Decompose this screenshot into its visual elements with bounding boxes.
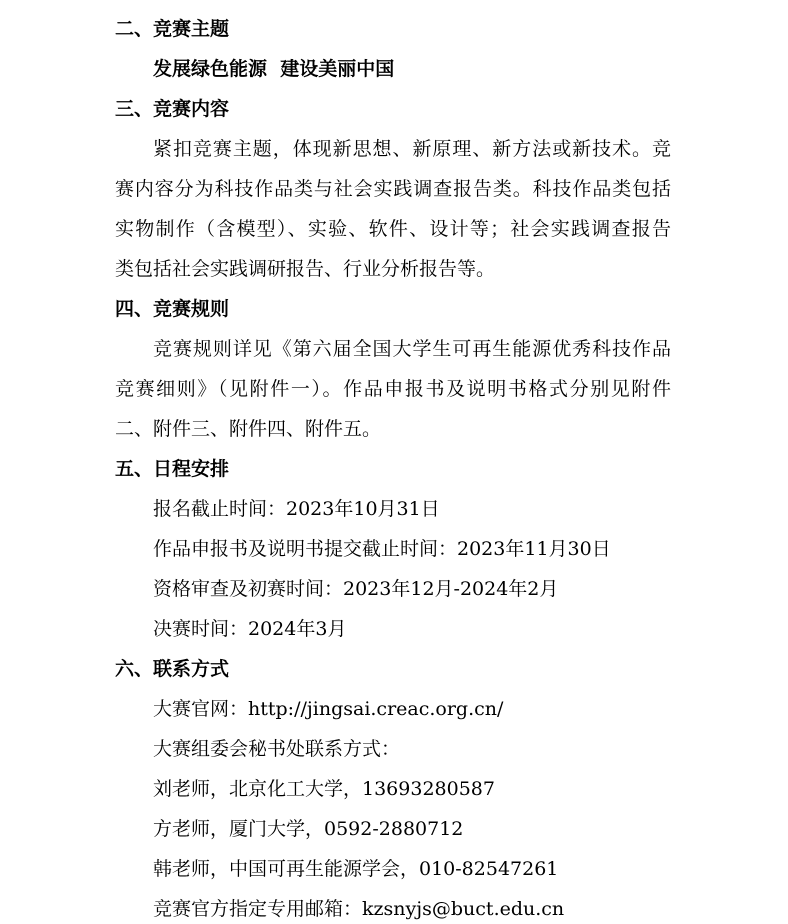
schedule-item-submission-deadline: 作品申报书及说明书提交截止时间：2023年11月30日	[153, 538, 611, 560]
rules-paragraph-line: 竞赛细则》（见附件一）。作品申报书及说明书格式分别见附件	[115, 378, 671, 400]
schedule-item-preliminary: 资格审查及初赛时间：2023年12月-2024年2月	[153, 578, 559, 600]
content-paragraph-line: 实物制作（含模型）、实验、软件、设计等；社会实践调查报告	[115, 218, 671, 240]
section-heading-content: 三、竞赛内容	[115, 98, 230, 120]
rules-paragraph-line: 竞赛规则详见《第六届全国大学生可再生能源优秀科技作品	[153, 338, 671, 360]
section-heading-theme: 二、竞赛主题	[115, 18, 230, 40]
schedule-item-registration-deadline: 报名截止时间：2023年10月31日	[153, 498, 440, 520]
rules-paragraph-line: 二、附件三、附件四、附件五。	[115, 418, 382, 440]
content-paragraph-line: 类包括社会实践调研报告、行业分析报告等。	[115, 258, 496, 280]
schedule-item-final: 决赛时间：2024年3月	[153, 618, 347, 640]
contact-secretariat-label: 大赛组委会秘书处联系方式：	[153, 738, 401, 760]
contact-email[interactable]: 竞赛官方指定专用邮箱：kzsnyjs@buct.edu.cn	[153, 898, 565, 920]
theme-text: 发展绿色能源 建设美丽中国	[153, 58, 395, 80]
contact-website[interactable]: 大赛官网：http://jingsai.creac.org.cn/	[153, 698, 504, 720]
section-heading-schedule: 五、日程安排	[115, 458, 230, 480]
content-paragraph-line: 紧扣竞赛主题，体现新思想、新原理、新方法或新技术。竞	[153, 138, 671, 160]
contact-person-han: 韩老师，中国可再生能源学会，010-82547261	[153, 858, 559, 880]
content-paragraph-line: 赛内容分为科技作品类与社会实践调查报告类。科技作品类包括	[115, 178, 671, 200]
contact-person-fang: 方老师，厦门大学，0592-2880712	[153, 818, 464, 840]
section-heading-contact: 六、联系方式	[115, 658, 230, 680]
contact-person-liu: 刘老师，北京化工大学，13693280587	[153, 778, 495, 800]
section-heading-rules: 四、竞赛规则	[115, 298, 230, 320]
